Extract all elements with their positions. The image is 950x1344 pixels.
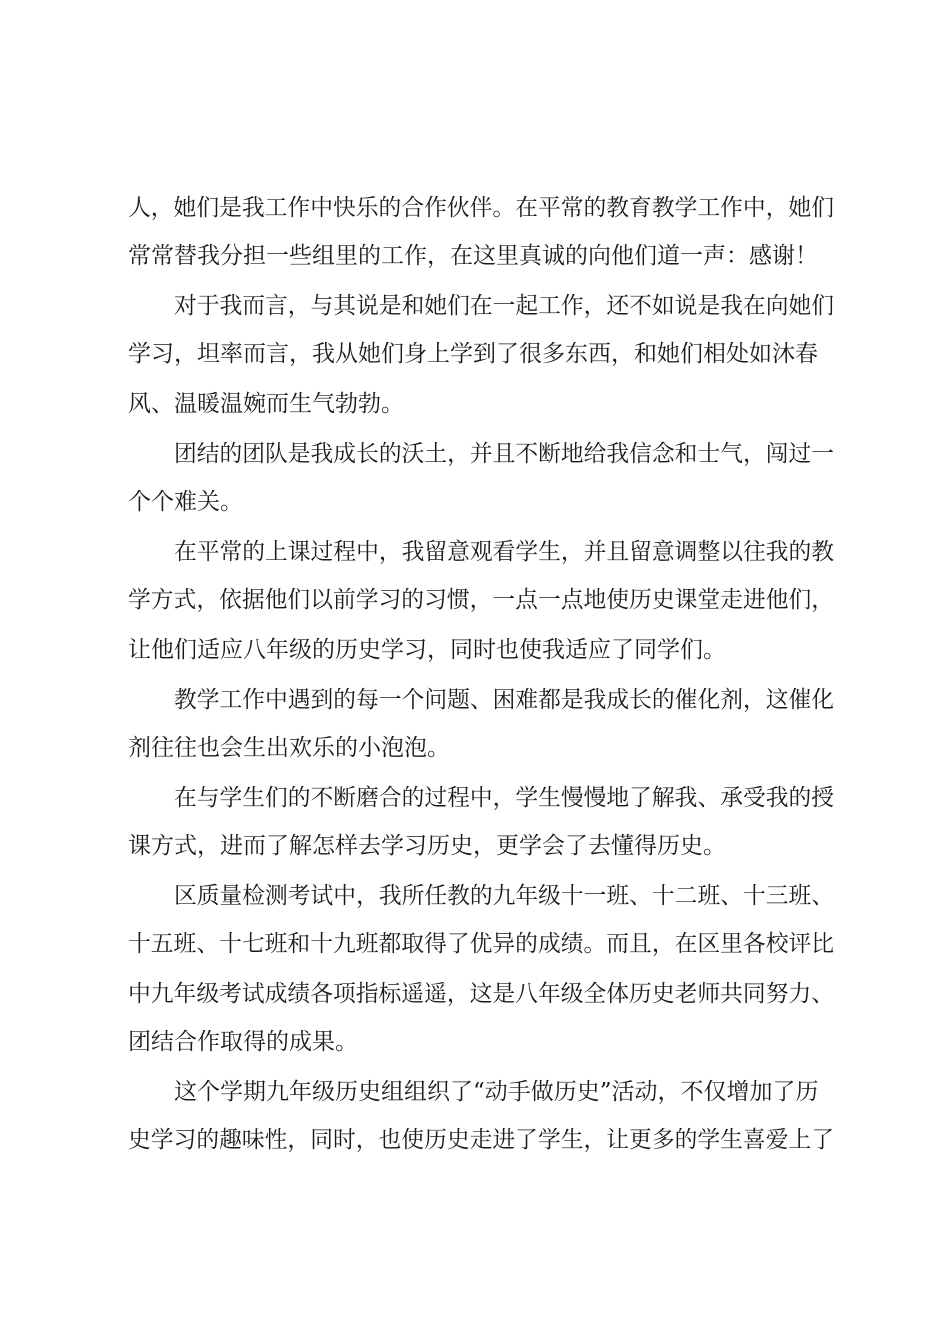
line-text: 在平常的上课过程中，我留意观看学生，并且留意调整以往我的教	[174, 539, 834, 565]
text-line	[0, 580, 950, 620]
line-text: 在与学生们的不断磨合的过程中，学生慢慢地了解我、承受我的授	[174, 785, 834, 811]
text-line	[0, 1022, 950, 1062]
text-line	[0, 482, 950, 522]
line-text: 这个学期九年级历史组组织了“动手做历史”活动，不仅增加了历	[174, 1079, 819, 1105]
line-text: 个个难关。	[128, 489, 243, 515]
line-text: 中九年级考试成绩各项指标遥遥，这是八年级全体历史老师共同努力、	[128, 981, 835, 1007]
text-line	[0, 384, 950, 424]
line-text: 常常替我分担一些组里的工作，在这里真诚的向他们道一声：感谢！	[128, 243, 818, 269]
line-text: 课方式，进而了解怎样去学习历史，更学会了去懂得历史。	[128, 833, 726, 859]
line-text: 史学习的趣味性，同时，也使历史走进了学生，让更多的学生喜爱上了	[128, 1127, 835, 1153]
text-line	[0, 1120, 950, 1160]
line-text: 剂往往也会生出欢乐的小泡泡。	[128, 735, 450, 761]
text-line	[0, 236, 950, 276]
line-text: 学方式，依据他们以前学习的习惯，一点一点地使历史课堂走进他们，	[128, 587, 835, 613]
text-line	[0, 334, 950, 374]
line-text: 风、温暖温婉而生气勃勃。	[128, 391, 404, 417]
text-line	[0, 924, 950, 964]
text-line	[0, 532, 950, 572]
line-text: 人，她们是我工作中快乐的合作伙伴。在平常的教育教学工作中，她们	[128, 195, 835, 221]
text-line	[0, 974, 950, 1014]
line-text: 团结合作取得的成果。	[128, 1029, 358, 1055]
text-line	[0, 434, 950, 474]
text-line	[0, 188, 950, 228]
text-line	[0, 630, 950, 670]
text-line	[0, 728, 950, 768]
line-text: 学习，坦率而言，我从她们身上学到了很多东西，和她们相处如沐春	[128, 341, 818, 367]
line-text: 区质量检测考试中，我所任教的九年级十一班、十二班、十三班、	[174, 883, 834, 909]
text-line	[0, 1072, 950, 1112]
line-text: 十五班、十七班和十九班都取得了优异的成绩。而且，在区里各校评比	[128, 931, 835, 957]
line-text: 对于我而言，与其说是和她们在一起工作，还不如说是我在向她们	[174, 293, 834, 319]
line-text: 教学工作中遇到的每一个问题、困难都是我成长的催化剂，这催化	[174, 687, 834, 713]
text-line	[0, 876, 950, 916]
line-text: 让他们适应八年级的历史学习，同时也使我适应了同学们。	[128, 637, 726, 663]
text-line	[0, 680, 950, 720]
text-line	[0, 286, 950, 326]
text-line	[0, 826, 950, 866]
text-line	[0, 778, 950, 818]
line-text: 团结的团队是我成长的沃土，并且不断地给我信念和士气，闯过一	[174, 441, 834, 467]
